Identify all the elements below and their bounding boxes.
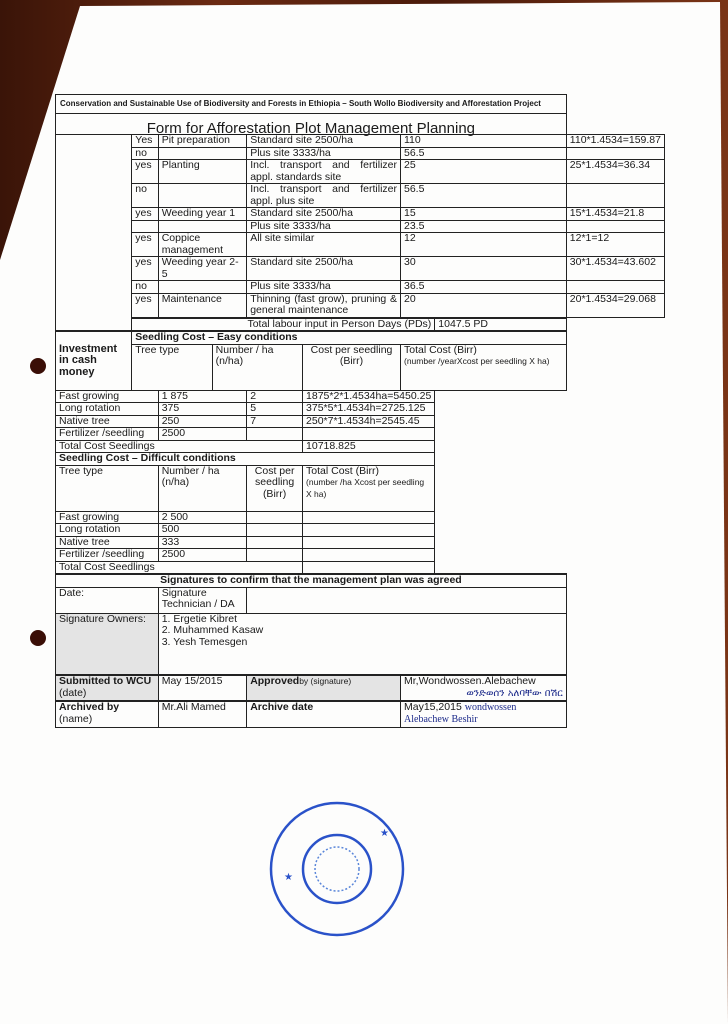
easy-seedling-number: 1 875 xyxy=(158,390,246,403)
owner-name: 3. Yesh Temesgen xyxy=(161,635,248,648)
labour-person-days: 15 xyxy=(401,208,567,221)
difficult-seedling-total xyxy=(303,524,435,537)
labour-total-label: Total labour input in Person Days (PDs) xyxy=(132,318,435,332)
easy-seedling-cost xyxy=(247,428,303,441)
easy-seedling-row xyxy=(56,428,665,441)
difficult-seedling-number: 500 xyxy=(158,524,246,537)
labour-person-days: 30 xyxy=(401,257,567,281)
owners-label: Signature Owners: xyxy=(56,613,159,675)
archive-date-label: Archive date xyxy=(247,701,401,727)
labour-person-days: 25 xyxy=(401,160,567,184)
labour-site: Plus site 3333/ha xyxy=(247,281,401,294)
difficult-seedling-tree: Long rotation xyxy=(56,524,159,537)
labour-total-value: 1047.5 PD xyxy=(435,318,567,332)
punch-hole xyxy=(30,358,46,374)
labour-activity: Planting xyxy=(158,160,246,184)
difficult-seedling-row xyxy=(56,511,665,524)
labour-flag: yes xyxy=(132,160,158,184)
labour-person-days: 20 xyxy=(401,293,567,318)
labour-row xyxy=(56,184,665,208)
labour-site: Incl. transport and fertilizer appl. plus site xyxy=(247,184,401,208)
labour-activity xyxy=(158,147,246,160)
difficult-seedling-number: 2 500 xyxy=(158,511,246,524)
archived-label: Archived by xyxy=(59,701,120,713)
difficult-col-tree: Tree type xyxy=(56,465,159,511)
easy-seedling-tree: Fast growing xyxy=(56,390,159,403)
labour-calculation xyxy=(566,147,664,160)
difficult-seedling-tree: Fast growing xyxy=(56,511,159,524)
easy-seedling-cost: 2 xyxy=(247,390,303,403)
labour-row xyxy=(56,208,665,221)
labour-flag: no xyxy=(132,184,158,208)
labour-calculation: 12*1=12 xyxy=(566,233,664,257)
easy-seedling-row xyxy=(56,390,665,403)
easy-section-title: Seedling Cost – Easy conditions xyxy=(132,331,567,344)
labour-calculation xyxy=(566,281,664,294)
approver-signature-amharic: ወንድወሰን አለባቸው በሽር xyxy=(466,687,563,699)
difficult-seedling-tree: Fertilizer /seedling xyxy=(56,549,159,562)
easy-seedling-cost: 7 xyxy=(247,415,303,428)
easy-seedling-tree: Long rotation xyxy=(56,403,159,416)
labour-flag: yes xyxy=(132,257,158,281)
labour-site: Thinning (fast grow), pruning & general maintenance xyxy=(247,293,401,318)
labour-flag: yes xyxy=(132,293,158,318)
labour-person-days: 36.5 xyxy=(401,281,567,294)
labour-person-days: 110 xyxy=(401,135,567,148)
labour-calculation: 30*1.4534=43.602 xyxy=(566,257,664,281)
difficult-seedling-number: 2500 xyxy=(158,549,246,562)
owner-name: 2. Muhammed Kasaw xyxy=(161,624,264,636)
difficult-seedling-row xyxy=(56,536,665,549)
labour-activity: Pit preparation xyxy=(158,135,246,148)
archived-name: Mr.Ali Mamed xyxy=(158,701,246,727)
submitted-date: May 15/2015 xyxy=(158,675,246,701)
easy-seedling-tree: Fertilizer /seedling xyxy=(56,428,159,441)
difficult-seedling-row xyxy=(56,524,665,537)
easy-seedling-total: 250*7*1.4534h=2545.45 xyxy=(303,415,435,428)
labour-site: Standard site 2500/ha xyxy=(247,135,401,148)
labour-person-days: 12 xyxy=(401,233,567,257)
easy-seedling-number: 2500 xyxy=(158,428,246,441)
easy-col-cost: Cost per seedling (Birr) xyxy=(303,344,401,390)
difficult-col-cost: Cost per seedling (Birr) xyxy=(247,465,303,511)
owner-name: 1. Ergetie Kibret xyxy=(161,612,238,625)
difficult-seedling-row xyxy=(56,549,665,562)
technician-signature-field[interactable] xyxy=(247,587,567,613)
easy-seedling-number: 250 xyxy=(158,415,246,428)
difficult-col-total: Total Cost (Birr) xyxy=(306,464,379,477)
archived-sub: (name) xyxy=(59,712,93,725)
labour-calculation xyxy=(566,220,664,233)
approver-name: Mr,Wondwossen.Alebachew xyxy=(404,675,536,687)
labour-flag: yes xyxy=(132,208,158,221)
labour-site: All site similar xyxy=(247,233,401,257)
easy-total-label: Total Cost Seedlings xyxy=(56,440,303,453)
labour-flag: yes xyxy=(132,233,158,257)
labour-flag: no xyxy=(132,147,158,160)
easy-col-total-sub: (number /yearXcost per seedling X ha) xyxy=(404,356,550,366)
labour-site: Standard site 2500/ha xyxy=(247,208,401,221)
afforestation-form xyxy=(55,94,665,728)
difficult-seedling-cost xyxy=(247,524,303,537)
difficult-col-number: Number / ha (n/ha) xyxy=(158,465,246,511)
approved-sub: by (signature) xyxy=(299,676,352,686)
easy-col-tree: Tree type xyxy=(132,344,212,390)
difficult-seedling-total xyxy=(303,536,435,549)
difficult-seedling-tree: Native tree xyxy=(56,536,159,549)
project-header: Conservation and Sustainable Use of Biodiversity and Forests in Ethiopia – South Wollo Biodiversity and Afforestation Project xyxy=(56,95,567,114)
form-title: Form for Afforestation Plot Management Planning xyxy=(56,114,567,135)
labour-site: Incl. transport and fertilizer appl. standards site xyxy=(247,160,401,184)
form-table xyxy=(55,94,665,728)
punch-hole xyxy=(30,630,46,646)
difficult-section-title: Seedling Cost – Difficult conditions xyxy=(56,453,435,466)
labour-flag: Yes xyxy=(132,135,158,148)
owners-list xyxy=(158,613,566,675)
easy-total-value: 10718.825 xyxy=(303,440,435,453)
technician-label: Signature Technician / DA xyxy=(158,587,246,613)
labour-activity xyxy=(158,184,246,208)
labour-row xyxy=(56,220,665,233)
labour-row xyxy=(56,293,665,318)
easy-seedling-number: 375 xyxy=(158,403,246,416)
labour-flag xyxy=(132,220,158,233)
labour-calculation: 110*1.4534=159.87 xyxy=(566,135,664,148)
difficult-seedling-cost xyxy=(247,536,303,549)
easy-seedling-row xyxy=(56,415,665,428)
labour-person-days: 23.5 xyxy=(401,220,567,233)
labour-flag: no xyxy=(132,281,158,294)
submitted-label: Submitted to WCU xyxy=(59,675,152,687)
labour-activity xyxy=(158,281,246,294)
labour-activity: Maintenance xyxy=(158,293,246,318)
labour-calculation: 20*1.4534=29.068 xyxy=(566,293,664,318)
labour-calculation: 25*1.4534=36.34 xyxy=(566,160,664,184)
easy-seedling-total: 1875*2*1.4534ha=5450.25 xyxy=(303,390,435,403)
easy-seedling-row xyxy=(56,403,665,416)
archive-date-value: May15,2015 xyxy=(404,701,462,713)
date-label: Date: xyxy=(56,587,159,613)
official-seal-stamp-icon xyxy=(268,800,406,938)
labour-activity: Weeding year 1 xyxy=(158,208,246,221)
investment-label: Investment in cash money xyxy=(56,331,132,390)
easy-col-number: Number / ha (n/ha) xyxy=(212,344,302,390)
difficult-col-total-sub: (number /ha Xcost per seedling X ha) xyxy=(306,477,425,499)
labour-row xyxy=(56,257,665,281)
difficult-seedling-number: 333 xyxy=(158,536,246,549)
labour-site: Plus site 3333/ha xyxy=(247,220,401,233)
labour-activity: Weeding year 2-5 xyxy=(158,257,246,281)
easy-col-total: Total Cost (Birr) xyxy=(404,343,477,356)
easy-seedling-tree: Native tree xyxy=(56,415,159,428)
difficult-seedling-total xyxy=(303,511,435,524)
approver-signature-latin: wondwossen Alebachew Beshir xyxy=(404,702,517,725)
difficult-total-value xyxy=(303,561,435,574)
approved-label: Approved xyxy=(250,675,300,687)
easy-seedling-cost: 5 xyxy=(247,403,303,416)
labour-site: Standard site 2500/ha xyxy=(247,257,401,281)
svg-text:★: ★ xyxy=(284,872,293,883)
labour-row xyxy=(56,233,665,257)
difficult-seedling-total xyxy=(303,549,435,562)
labour-person-days: 56.5 xyxy=(401,147,567,160)
labour-person-days: 56.5 xyxy=(401,184,567,208)
signatures-title: Signatures to confirm that the management plan was agreed xyxy=(56,574,567,587)
labour-calculation: 15*1.4534=21.8 xyxy=(566,208,664,221)
labour-row xyxy=(56,281,665,294)
difficult-total-label: Total Cost Seedlings xyxy=(56,561,303,574)
labour-site: Plus site 3333/ha xyxy=(247,147,401,160)
labour-left-blank xyxy=(56,135,132,318)
difficult-seedling-cost xyxy=(247,549,303,562)
easy-seedling-total xyxy=(303,428,435,441)
labour-row xyxy=(56,147,665,160)
labour-activity: Coppice management xyxy=(158,233,246,257)
difficult-seedling-cost xyxy=(247,511,303,524)
easy-seedling-total: 375*5*1.4534h=2725.125 xyxy=(303,403,435,416)
svg-text:★: ★ xyxy=(380,828,389,839)
labour-calculation xyxy=(566,184,664,208)
submitted-sub: (date) xyxy=(59,686,87,699)
labour-activity xyxy=(158,220,246,233)
labour-row xyxy=(56,160,665,184)
